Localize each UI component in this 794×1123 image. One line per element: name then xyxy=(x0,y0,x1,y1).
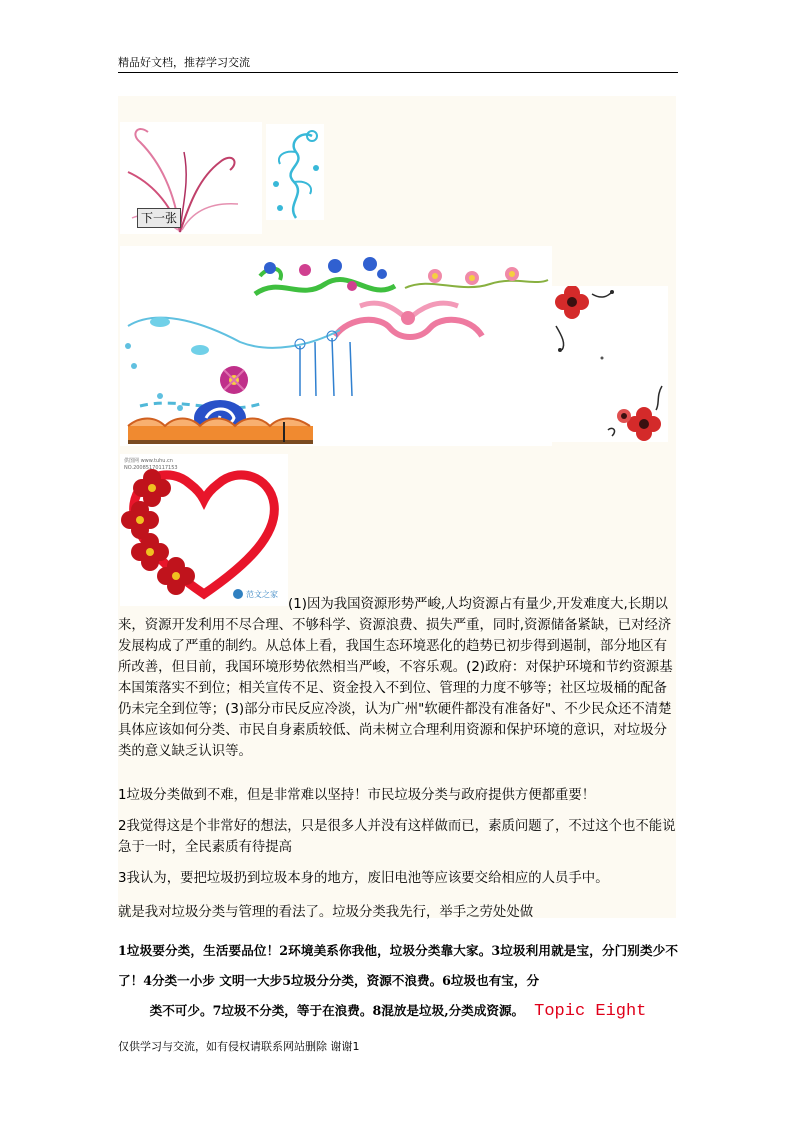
heart-badge: 范文之家 xyxy=(246,590,278,599)
paragraph-opinion-1: 1垃圾分类做到不难，但是非常难以坚持！市民垃圾分类与政府提供方便都重要！ xyxy=(118,788,596,803)
green-vine-border xyxy=(255,257,395,294)
page-footer: 仅供学习与交流，如有侵权请联系网站删除 谢谢1 xyxy=(118,1040,360,1053)
heart-frame-icon xyxy=(120,454,288,606)
next-image-button[interactable]: 下一张 xyxy=(137,208,181,228)
red-flower-corner-icon xyxy=(552,286,668,442)
border-collage-image xyxy=(120,246,552,446)
pink-flower-border xyxy=(405,267,548,288)
page-header: 精品好文档，推荐学习交流 xyxy=(118,56,678,73)
paragraph-analysis: (1)因为我国资源形势严峻,人均资源占有量少,开发难度大,长期以来，资源开发利用不尽合理、不够科学、资源浪费、损失严重，同时,资源储备紧缺，已对经济发展构成了严重的制约。从总体上看，我国生态环境恶化的趋势已初步得到遏制，部分地区有所改善，但目前，我国环境形势依然相当严峻，不容乐观。(2)政府：对保护环境和节约资源基本国策落实不到位；相关宣传不足、资金投入不到位、管理的力度不够等；社区垃圾桶的配备仍未完全到位等；(3)部分市民反应冷淡，认为广州"软硬件都没有准备好"、不少民众还不清楚具体应该如何分类、市民自身素质较低、尚未树立合理利用资源和保护环境的意识，对垃圾分类的意义缺乏认识等。 xyxy=(118,597,673,759)
magenta-flower xyxy=(220,366,248,394)
corner-flower-image xyxy=(552,286,668,442)
cyan-swirl-image xyxy=(266,124,324,220)
orange-lace-border xyxy=(128,419,313,445)
paragraph-opinion-2: 2我觉得这是个非常好的想法，只是很多人并没有这样做而已，素质问题了，不过这个也不能说急于一时，全民素质有待提高 xyxy=(118,819,676,855)
cyan-swirl-icon xyxy=(266,124,324,220)
paragraph-opinion-3: 3我认为，要把垃圾扔到垃圾本身的地方，废旧电池等应该要交给相应的人员手中。 xyxy=(118,871,609,886)
floral-border-collage-icon xyxy=(120,246,552,446)
pink-scroll-border xyxy=(335,303,482,337)
slogans-last-line: 类不可少。7垃圾不分类，等于在浪费。8混放是垃圾,分类成资源。 Topic Eight xyxy=(149,1002,647,1021)
heart-frame-image xyxy=(120,454,288,606)
cyan-dandelion-border xyxy=(125,317,352,411)
paragraph-conclusion: 就是我对垃圾分类与管理的看法了。垃圾分类我先行，举手之劳处处做 xyxy=(118,905,534,920)
slogans-main: 1垃圾要分类，生活要品位！2环境美系你我他，垃圾分类靠大家。3垃圾利用就是宝，分门别类少不了！4分类一小步 文明一大步5垃圾分分类，资源不浪费。6垃圾也有宝，分 xyxy=(118,943,678,988)
slogans xyxy=(118,936,678,1027)
topic-label: Topic Eight xyxy=(534,1002,647,1021)
heart-caption: 供图网 www.tuhu.cn xyxy=(124,458,173,464)
heart-id: NO.20085170117153 xyxy=(124,465,178,471)
